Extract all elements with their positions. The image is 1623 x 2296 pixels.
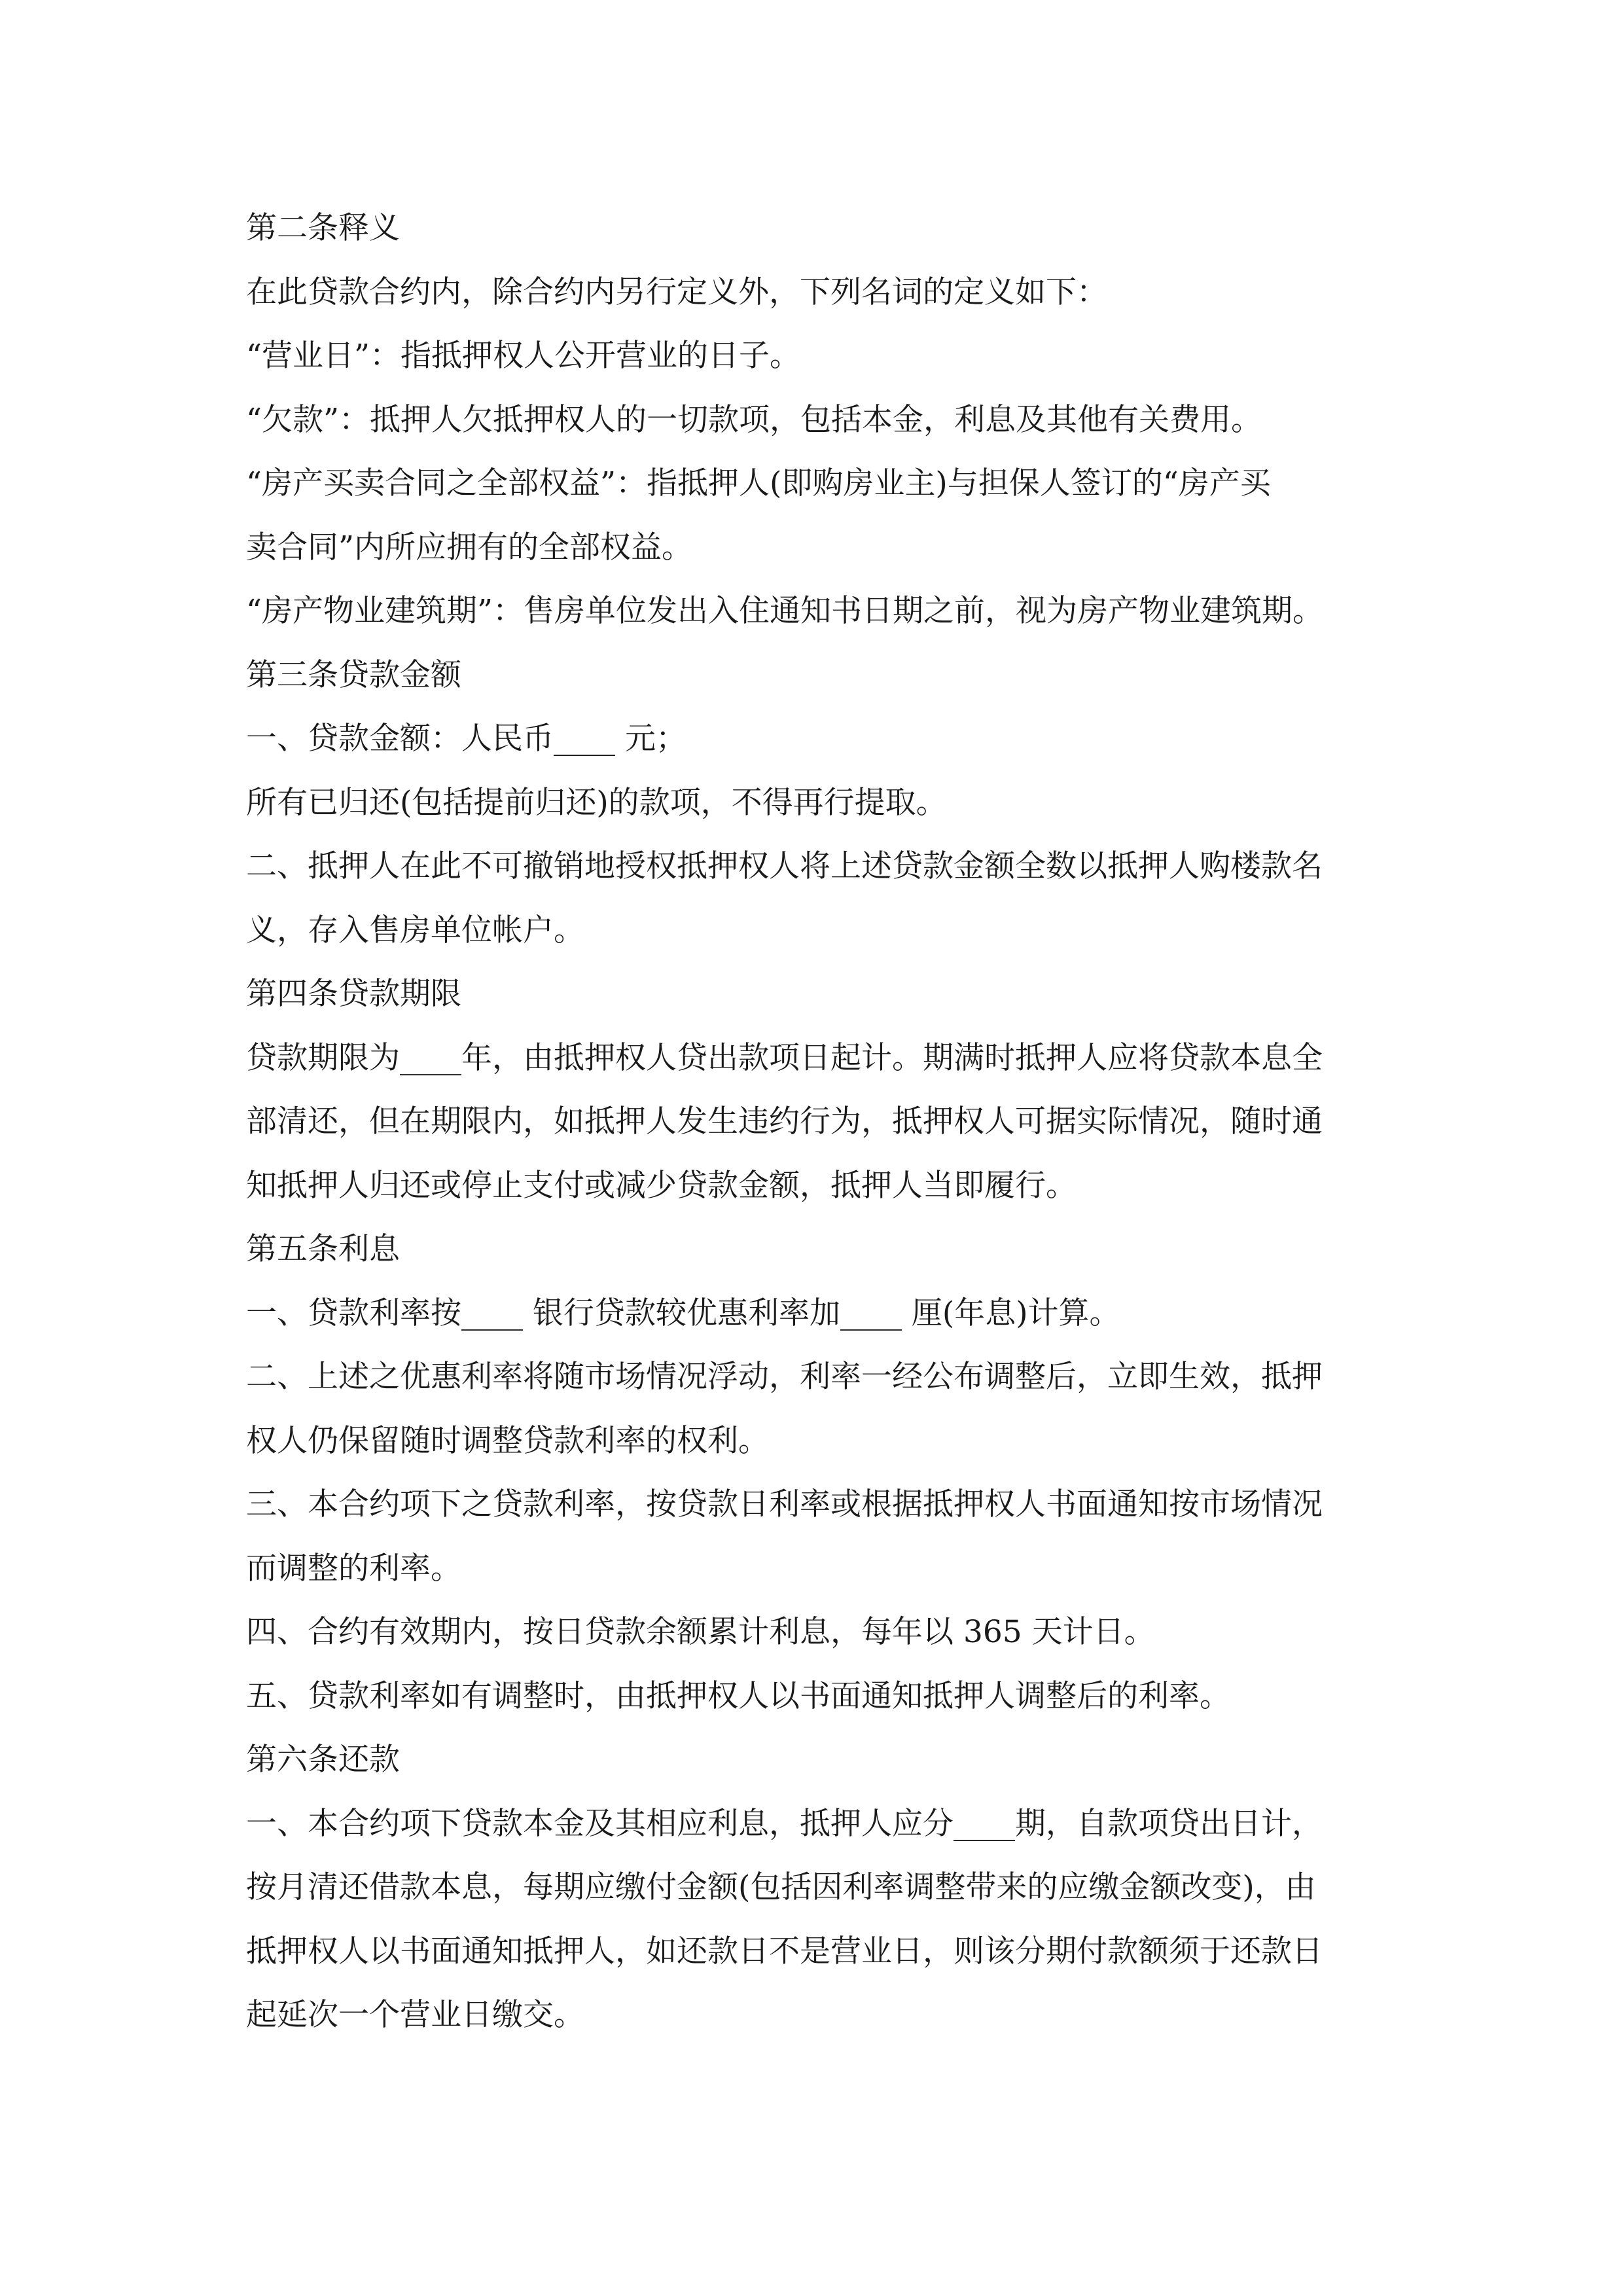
paragraph-line: 义，存入售房单位帐户。: [246, 912, 584, 948]
section-heading-6: 第六条还款: [246, 1742, 400, 1778]
paragraph-line: 一、本合约项下贷款本金及其相应利息，抵押人应分____期，自款项贷出日计，: [246, 1805, 1323, 1842]
paragraph-line: 一、贷款利率按____ 银行贷款较优惠利率加____ 厘(年息)计算。: [246, 1295, 1120, 1331]
definition-debt: “欠款”：抵押人欠抵押权人的一切款项，包括本金，利息及其他有关费用。: [246, 401, 1262, 438]
paragraph-line: 二、上述之优惠利率将随市场情况浮动，利率一经公布调整后，立即生效，抵押: [246, 1359, 1323, 1395]
paragraph-line: 知抵押人归还或停止支付或减少贷款金额，抵押人当即履行。: [246, 1167, 1077, 1204]
paragraph-line: 部清还，但在期限内，如抵押人发生违约行为，抵押权人可据实际情况，随时通: [246, 1103, 1323, 1139]
paragraph-line: 五、贷款利率如有调整时，由抵押权人以书面通知抵押人调整后的利率。: [246, 1677, 1230, 1714]
paragraph-line: 按月清还借款本息，每期应缴付金额(包括因利率调整带来的应缴金额改变)，由: [246, 1869, 1316, 1905]
paragraph-line: 起延次一个营业日缴交。: [246, 1997, 584, 2033]
paragraph-line: 四、合约有效期内，按日贷款余额累计利息，每年以 365 天计日。: [246, 1614, 1155, 1650]
paragraph-line: 贷款期限为____年，由抵押权人贷出款项日起计。期满时抵押人应将贷款本息全: [246, 1039, 1323, 1076]
section-heading-4: 第四条贷款期限: [246, 976, 461, 1012]
definition-construction-period: “房产物业建筑期”：售房单位发出入住通知书日期之前，视为房产物业建筑期。: [246, 593, 1324, 629]
paragraph-line: 三、本合约项下之贷款利率，按贷款日利率或根据抵押权人书面通知按市场情况: [246, 1486, 1323, 1522]
paragraph-line: 在此贷款合约内，除合约内另行定义外，下列名词的定义如下：: [246, 274, 1107, 310]
paragraph-line: 而调整的利率。: [246, 1550, 461, 1587]
section-heading-5: 第五条利息: [246, 1231, 400, 1267]
paragraph-line: 卖合同”内所应拥有的全部权益。: [246, 529, 693, 565]
definition-contract-rights: “房产买卖合同之全部权益”：指抵押人(即购房业主)与担保人签订的“房产买: [246, 465, 1271, 501]
paragraph-line: 所有已归还(包括提前归还)的款项，不得再行提取。: [246, 784, 947, 821]
paragraph-line: 一、贷款金额：人民币____ 元；: [246, 721, 687, 757]
section-heading-3: 第三条贷款金额: [246, 656, 461, 693]
paragraph-line: 二、抵押人在此不可撤销地授权抵押权人将上述贷款金额全数以抵押人购楼款名: [246, 848, 1323, 884]
paragraph-line: 抵押权人以书面通知抵押人，如还款日不是营业日，则该分期付款额须于还款日: [246, 1933, 1323, 1969]
section-heading-2: 第二条释义: [246, 210, 400, 246]
paragraph-line: 权人仍保留随时调整贷款利率的权利。: [246, 1422, 769, 1459]
definition-business-day: “营业日”：指抵押权人公开营业的日子。: [246, 338, 801, 374]
document-body: [246, 196, 1398, 2047]
